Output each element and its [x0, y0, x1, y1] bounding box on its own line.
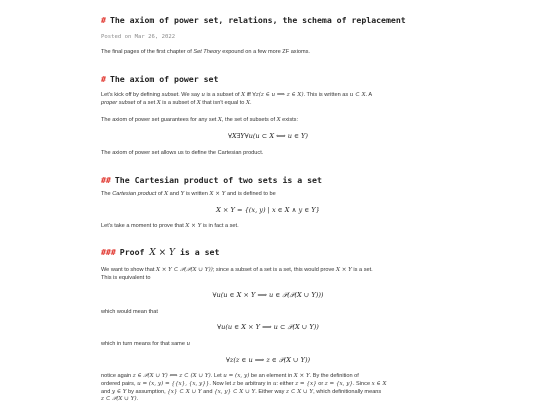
- text: and: [168, 191, 181, 197]
- math-inline: X: [156, 99, 161, 106]
- heading-hash: ##: [101, 175, 111, 185]
- post-title: [101, 15, 406, 25]
- math-inline: ∀z(z ∈ u ⟹ z ∈ X): [252, 92, 304, 98]
- math-inline: {x} ⊂ X ∪ Y: [167, 388, 202, 395]
- math-inline: X × Y: [185, 223, 202, 229]
- text: We want to show that: [101, 267, 156, 273]
- text: . This is written as: [303, 92, 350, 98]
- math-inline: x ∈ X: [371, 380, 387, 387]
- text: and: [101, 388, 112, 395]
- text: and: [201, 388, 215, 395]
- math-inline: X: [245, 99, 250, 106]
- text: is written: [184, 191, 210, 197]
- proof-step-paragraph: which would mean that: [101, 309, 158, 315]
- proof-argument-paragraph: [101, 373, 435, 404]
- section-heading-power-set: [101, 74, 218, 84]
- text: be arbitrary in: [235, 380, 273, 387]
- section-heading-text: The Cartesian product of two sets is a set: [114, 175, 322, 185]
- math-inline: u ⊂ X: [349, 92, 366, 98]
- post-date: Posted on Mar 26, 2022: [101, 34, 176, 40]
- math-inline: X × Y: [335, 267, 352, 273]
- text: . By the definition of: [309, 373, 359, 379]
- term: subset: [161, 92, 179, 98]
- math-inline: X: [217, 117, 222, 123]
- math-inline: {x, y} ⊂ X ∪ Y: [214, 388, 256, 395]
- math-heading: X × Y: [149, 248, 176, 258]
- power-set-axiom-paragraph: [101, 117, 435, 125]
- text: is a set.: [351, 267, 373, 273]
- math-inline: u = (x, y) = {{x}, {x, y}}: [137, 380, 210, 387]
- text: The axiom of power set guarantees for any set: [101, 117, 218, 123]
- text: The: [101, 191, 113, 197]
- term: Cartesian product: [112, 191, 157, 197]
- text: This is equivalent to: [101, 274, 151, 281]
- math-inline: X × Y: [209, 191, 226, 197]
- text: exists:: [280, 117, 299, 123]
- intro-text-end: expound on a few more ZF axioms.: [220, 49, 310, 55]
- proof-equation-3: ∀z(z ∈ u ⟹ z ∈ 𝒫(X ∪ Y)): [225, 356, 311, 364]
- text: is in fact a set.: [201, 223, 239, 229]
- math-inline: u: [272, 380, 277, 387]
- text: that isn't equal to: [200, 99, 246, 106]
- math-inline: y ∈ Y: [111, 388, 127, 395]
- heading-hash: #: [101, 15, 106, 25]
- text: Let's kick off by defining: [101, 92, 162, 98]
- text: . A: [365, 92, 373, 98]
- cartesian-lead-paragraph: The axiom of power set allows us to define the Cartesian product.: [101, 150, 264, 156]
- proof-equation-2: ∀u(u ∈ X × Y ⟹ u ⊂ 𝒫(X ∪ Y)): [217, 323, 319, 331]
- section-heading-proof: [101, 247, 219, 258]
- text: ordered pairs,: [101, 380, 138, 387]
- proof-lead-paragraph: [101, 223, 435, 231]
- text: notice again: [101, 373, 133, 379]
- math-inline: u = (x, y): [223, 373, 250, 379]
- proof-step-paragraph-2: [101, 341, 435, 349]
- section-heading-text: is a set: [179, 247, 220, 257]
- math-inline: X: [276, 117, 281, 123]
- math-inline: z ∈ 𝒫(X ∪ Y) ⟺ z ⊂ (X ∪ Y): [132, 373, 211, 379]
- text: iff: [245, 92, 253, 98]
- cartesian-definition-paragraph: [101, 191, 435, 199]
- proof-equation-1: ∀u(u ∈ X × Y ⟹ u ∈ 𝒫(𝒫(X ∪ Y))): [212, 291, 324, 299]
- subset-definition-paragraph: [101, 92, 435, 108]
- math-inline: u: [201, 92, 205, 98]
- power-set-axiom-equation: ∀X∃Y∀u(u ⊂ X ⟺ u ∈ Y): [228, 132, 308, 140]
- post-title-text: The axiom of power set, relations, the schema of replacement: [109, 15, 406, 25]
- math-inline: X: [196, 99, 201, 106]
- text: .: [136, 396, 139, 403]
- math-inline: z ⊂ 𝒫(X ∪ Y): [101, 396, 137, 403]
- text: . Let: [210, 373, 224, 379]
- math-inline: z = {x, y}: [324, 380, 353, 387]
- text: . Either way: [255, 388, 287, 395]
- text: and is defined to be: [225, 191, 276, 197]
- text: is a subset of: [160, 99, 197, 106]
- text: which in turn means for that same: [101, 341, 187, 347]
- math-inline: X: [241, 92, 246, 98]
- text: .: [249, 99, 252, 106]
- text: : either: [276, 380, 296, 387]
- cartesian-definition-equation: X × Y = {(x, y) | x ∈ X ∧ y ∈ Y}: [216, 206, 320, 214]
- text: of a set: [135, 99, 157, 106]
- text: or: [316, 380, 325, 387]
- text: is a subset of: [204, 92, 242, 98]
- math-inline: X × Y ⊂ 𝒫(𝒫(X ∪ Y)): [155, 267, 213, 273]
- proof-goal-paragraph: [101, 267, 435, 283]
- intro-paragraph: [101, 49, 435, 57]
- text: Let's take a moment to prove that: [101, 223, 186, 229]
- text: ; since a subset of a set is a set, this would prove: [212, 267, 336, 273]
- text: by assumption,: [126, 388, 168, 395]
- text: . Now let: [209, 380, 233, 387]
- math-inline: z ⊂ X ∪ Y: [286, 388, 314, 395]
- text: be an element in: [249, 373, 294, 379]
- book-title: Set Theory: [193, 49, 221, 55]
- text: of: [156, 191, 165, 197]
- math-inline: X: [164, 191, 169, 197]
- math-inline: z = {x}: [295, 380, 317, 387]
- section-heading-text: Proof: [119, 247, 145, 257]
- text: . Since: [352, 380, 372, 387]
- text: , the set of subsets of: [221, 117, 277, 123]
- term: proper subset: [101, 99, 136, 106]
- text: , which definitionally means: [313, 388, 382, 395]
- section-heading-text: The axiom of power set: [109, 74, 219, 84]
- section-heading-cartesian-product: [101, 175, 322, 185]
- text: . We say: [178, 92, 202, 98]
- heading-hash: ###: [101, 247, 116, 257]
- intro-text: The final pages of the first chapter of: [101, 49, 194, 55]
- math-inline: X × Y: [293, 373, 310, 379]
- math-inline: z: [232, 380, 236, 387]
- heading-hash: #: [101, 74, 106, 84]
- math-inline: Y: [180, 191, 185, 197]
- math-inline: u: [186, 341, 191, 347]
